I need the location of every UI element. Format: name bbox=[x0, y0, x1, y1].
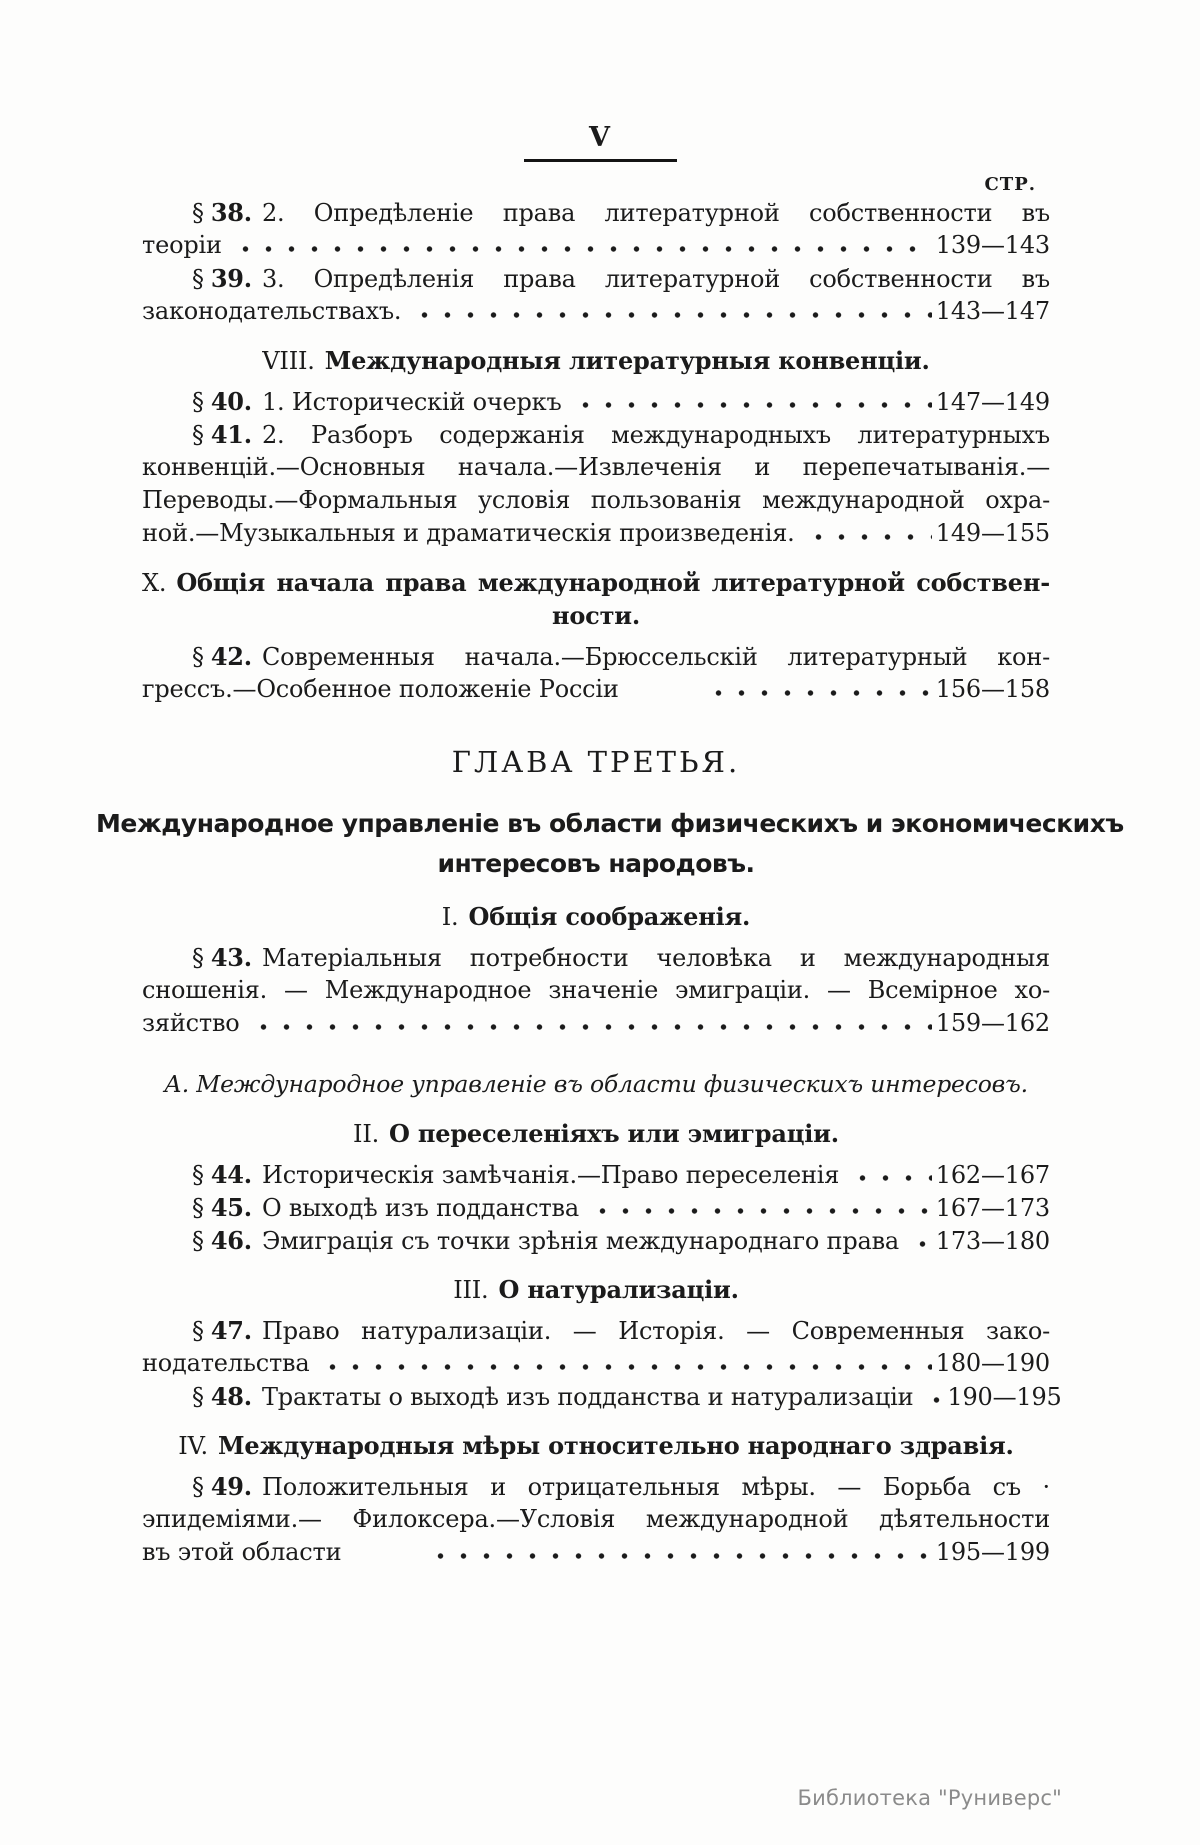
entry-text: нодательства bbox=[142, 1349, 310, 1377]
entry-number: 39. bbox=[210, 264, 252, 293]
entry-number: 41. bbox=[210, 420, 252, 449]
entry-text: Матеріальныя потребности человѣка и международныя bbox=[261, 944, 1050, 972]
toc-entry-line bbox=[142, 262, 1050, 295]
toc-entry-line bbox=[142, 640, 1050, 673]
entry-text: Переводы.—Формальныя условія пользованія международной охра- bbox=[142, 486, 1050, 514]
toc-entry-line bbox=[142, 451, 1050, 484]
toc-entry-line bbox=[142, 484, 1050, 517]
section-mark: § bbox=[192, 1317, 204, 1345]
page-range: 180—190 bbox=[935, 1349, 1050, 1377]
entry-text: Историческія замѣчанія.—Право переселенія bbox=[261, 1161, 840, 1189]
toc-entry-line bbox=[142, 229, 1050, 262]
section-number: VIII. bbox=[262, 347, 315, 375]
toc-entry-line bbox=[142, 418, 1050, 451]
entry-text: Положительныя и отрицательныя мѣры. — Борьба съ · bbox=[261, 1473, 1050, 1501]
dot-leader bbox=[851, 1173, 932, 1183]
dot-leader bbox=[807, 532, 932, 542]
dot-leader bbox=[925, 1395, 943, 1405]
section-heading bbox=[142, 599, 1050, 632]
entry-text: эпидеміями.— Филоксера.—Условія международной дѣятельности bbox=[142, 1505, 1050, 1533]
section-title: О натурализаціи. bbox=[498, 1275, 739, 1304]
entry-number: 48. bbox=[210, 1382, 252, 1411]
entry-text: законодательствахъ. bbox=[142, 297, 402, 325]
entry-number: 44. bbox=[210, 1160, 252, 1189]
section-mark: § bbox=[192, 1473, 204, 1501]
section-title: Общія соображенія. bbox=[468, 902, 751, 931]
toc-content bbox=[96, 174, 1124, 1569]
section-mark: § bbox=[192, 388, 204, 416]
entry-text: теоріи bbox=[142, 231, 222, 259]
toc-entry-line bbox=[142, 1503, 1050, 1536]
dot-leader bbox=[574, 400, 932, 410]
page-number: V bbox=[589, 122, 611, 153]
entry-text: 1. Историческій очеркъ bbox=[261, 388, 562, 416]
entry-text: Право натурализаціи. — Исторія. — Современныя зако- bbox=[261, 1317, 1050, 1345]
header-rule bbox=[524, 159, 677, 162]
dot-leader bbox=[252, 1022, 932, 1032]
entry-text: 3. Опредѣленія права литературной собственности въ bbox=[261, 265, 1050, 293]
section-number: I. bbox=[441, 903, 459, 931]
section-heading bbox=[142, 1273, 1050, 1306]
toc-entry-line bbox=[142, 941, 1050, 974]
dot-leader bbox=[429, 1551, 931, 1561]
entry-number: 47. bbox=[210, 1316, 252, 1345]
entry-number: 46. bbox=[210, 1226, 252, 1255]
page-range: 156—158 bbox=[935, 675, 1050, 703]
dot-leader bbox=[911, 1239, 932, 1249]
page-range: 173—180 bbox=[935, 1227, 1050, 1255]
section-title: О переселеніяхъ или эмиграціи. bbox=[389, 1119, 839, 1148]
toc-entry-line bbox=[142, 1224, 1050, 1257]
entry-text: зяйство bbox=[142, 1009, 240, 1037]
section-number: X. bbox=[142, 569, 167, 597]
page-range: 159—162 bbox=[935, 1009, 1050, 1037]
entry-text: Эмиграція съ точки зрѣнія международнаго права bbox=[261, 1227, 900, 1255]
page-range: 143—147 bbox=[935, 297, 1050, 325]
page-range: 190—195 bbox=[947, 1383, 1062, 1411]
dot-leader bbox=[707, 688, 932, 698]
entry-text: Современныя начала.—Брюссельскій литературный кон- bbox=[261, 643, 1050, 671]
entry-text: 2. Разборъ содержанія международныхъ литературныхъ bbox=[261, 421, 1050, 449]
toc-entry-line bbox=[142, 1007, 1050, 1040]
section-title: Общія начала права международной литературной собствен- bbox=[176, 568, 1050, 597]
toc-entry-line bbox=[142, 673, 1050, 706]
dot-leader bbox=[591, 1206, 932, 1216]
section-heading bbox=[142, 1429, 1050, 1462]
toc-lines bbox=[96, 196, 1124, 1569]
toc-entry-line bbox=[142, 1380, 1062, 1413]
section-heading bbox=[142, 1117, 1050, 1150]
entry-number: 42. bbox=[210, 642, 252, 671]
section-number: IV. bbox=[178, 1432, 208, 1460]
subsection-heading-italic: А. Международное управленіе въ области физическихъ интересовъ. bbox=[164, 1070, 1028, 1098]
toc-entry-line bbox=[142, 1314, 1050, 1347]
page-range: 139—143 bbox=[935, 231, 1050, 259]
page-range: 167—173 bbox=[935, 1194, 1050, 1222]
entry-number: 38. bbox=[210, 198, 252, 227]
section-mark: § bbox=[192, 1383, 204, 1411]
section-number: III. bbox=[453, 1276, 489, 1304]
library-watermark: Библиотека "Руниверс" bbox=[797, 1786, 1062, 1810]
section-heading bbox=[142, 900, 1050, 933]
section-mark: § bbox=[192, 1194, 204, 1222]
section-heading bbox=[142, 566, 1050, 599]
toc-entry-line bbox=[142, 1470, 1050, 1503]
section-title: Международныя литературныя конвенціи. bbox=[324, 346, 930, 375]
entry-text: въ этой области bbox=[142, 1538, 342, 1566]
entry-text: конвенцій.—Основныя начала.—Извлеченія и перепечатыванія.— bbox=[142, 453, 1050, 481]
section-mark: § bbox=[192, 944, 204, 972]
entry-number: 43. bbox=[210, 943, 252, 972]
toc-entry-line bbox=[142, 1536, 1050, 1569]
toc-entry-line bbox=[142, 974, 1050, 1007]
section-mark: § bbox=[192, 1161, 204, 1189]
entry-text: О выходѣ изъ подданства bbox=[261, 1194, 579, 1222]
section-mark: § bbox=[192, 643, 204, 671]
toc-entry-line bbox=[142, 1347, 1050, 1380]
toc-entry-line bbox=[142, 1191, 1050, 1224]
entry-number: 40. bbox=[210, 387, 252, 416]
section-mark: § bbox=[192, 1227, 204, 1255]
toc-entry-line bbox=[142, 1158, 1050, 1191]
toc-entry-line bbox=[142, 196, 1050, 229]
page-range: 147—149 bbox=[935, 388, 1050, 416]
page-range: 195—199 bbox=[935, 1538, 1050, 1566]
chapter-label: ГЛАВА ТРЕТЬЯ. bbox=[451, 745, 741, 779]
section-number: II. bbox=[353, 1120, 380, 1148]
entry-number: 49. bbox=[210, 1472, 252, 1501]
toc-entry-line bbox=[142, 517, 1050, 550]
section-heading bbox=[142, 344, 1050, 377]
section-mark: § bbox=[192, 199, 204, 227]
entry-number: 45. bbox=[210, 1193, 252, 1222]
section-mark: § bbox=[192, 421, 204, 449]
dot-leader bbox=[321, 1362, 931, 1372]
toc-entry-line bbox=[142, 295, 1050, 328]
entry-text: грессъ.—Особенное положеніе Россіи bbox=[142, 675, 619, 703]
chapter-title: интересовъ народовъ. bbox=[437, 849, 755, 878]
entry-text: сношенія. — Международное значеніе эмиграціи. — Всемірное хо- bbox=[142, 976, 1050, 1004]
entry-text: Трактаты о выходѣ изъ подданства и натурализаціи bbox=[261, 1383, 914, 1411]
page-column-header: СТР. bbox=[984, 174, 1036, 195]
toc-entry-line bbox=[142, 385, 1050, 418]
section-title: Международныя мѣры относительно народнаго здравія. bbox=[217, 1431, 1014, 1460]
page-range: 162—167 bbox=[935, 1161, 1050, 1189]
dot-leader bbox=[413, 310, 931, 320]
section-mark: § bbox=[192, 265, 204, 293]
entry-text: ной.—Музыкальныя и драматическія произведенія. bbox=[142, 519, 795, 547]
chapter-title: Международное управленіе въ области физическихъ и экономическихъ bbox=[96, 809, 1124, 838]
dot-leader bbox=[234, 244, 932, 254]
page-range: 149—155 bbox=[935, 519, 1050, 547]
section-title: ности. bbox=[551, 601, 640, 630]
entry-text: 2. Опредѣленіе права литературной собственности въ bbox=[261, 199, 1050, 227]
